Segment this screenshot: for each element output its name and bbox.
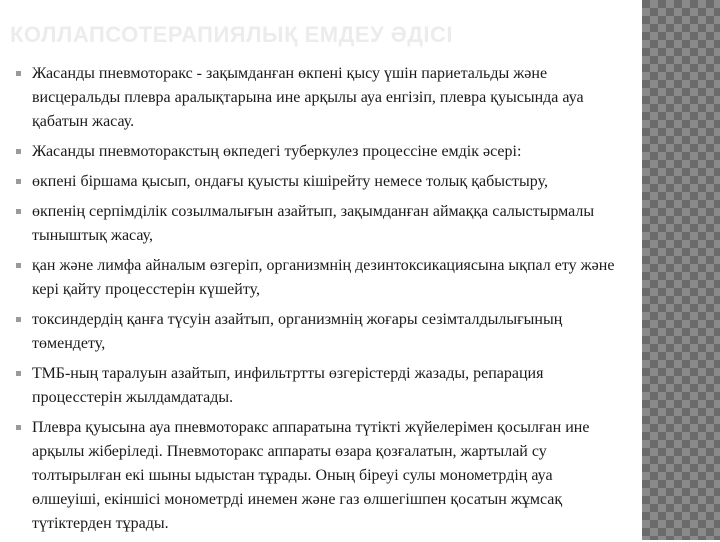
bullet-item (14, 308, 624, 356)
bullet-text: Плевра қуысына ауа пневмоторакс аппаратына түтікті жүйелерімен қосылған ине арқылы жіберіледі. Пневмоторакс аппараты өзара қозғалатын, жартылай су толтырылған екі шыны ыдыстан тұрады. Оның біреуі сулы монометрдің ауа өлшеуіші, екіншісі монометрді инемен және газ өлшегішпен қосатын жұмсақ түтіктерден тұрады. (32, 419, 590, 532)
bullet-marker (16, 179, 21, 184)
bullet-marker (16, 371, 21, 376)
decorative-checker-sidebar (642, 0, 720, 540)
bullet-marker (16, 425, 21, 430)
bullet-text: қан және лимфа айналым өзгеріп, организмнің дезинтоксикациясына ықпал ету және кері қайту процесстерін күшейту, (32, 257, 615, 298)
bullet-item (14, 140, 624, 164)
bullet-item (14, 200, 624, 248)
bullet-marker (16, 317, 21, 322)
bullet-item (14, 254, 624, 302)
slide-title: КОЛЛАПСОТЕРАПИЯЛЫҚ ЕМДЕУ ӘДІСІ (10, 22, 454, 47)
bullet-item (14, 362, 624, 410)
bullet-text: Жасанды пневмоторакстың өкпедегі туберкулез процессіне емдік әсері: (32, 143, 522, 160)
bullet-marker (16, 71, 21, 76)
bullet-text: Жасанды пневмоторакс - зақымданған өкпені қысу үшін париетальды және висцеральды плевра аралықтарына ине арқылы ауа енгізіп, плевра қуысында ауа қабатын жасау. (32, 65, 584, 130)
bullet-list (14, 62, 624, 542)
bullet-text: токсиндердің қанға түсуін азайтып, организмнің жоғары сезімталдылығының төмендету, (32, 311, 563, 352)
bullet-item (14, 416, 624, 536)
bullet-item (14, 62, 624, 134)
bullet-text: өкпені біршама қысып, ондағы қуысты кішірейту немесе толық қабыстыру, (32, 173, 548, 190)
bullet-text: ТМБ-ның таралуын азайтып, инфильтртты өзгерістерді жазады, репарация процесстерін жылдамдатады. (32, 365, 544, 406)
bullet-text: өкпенің серпімділік созылмалығын азайтып, зақымданған аймаққа салыстырмалы тыныштық жасау, (32, 203, 595, 244)
bullet-marker (16, 209, 21, 214)
bullet-marker (16, 149, 21, 154)
bullet-item (14, 170, 624, 194)
bullet-marker (16, 263, 21, 268)
